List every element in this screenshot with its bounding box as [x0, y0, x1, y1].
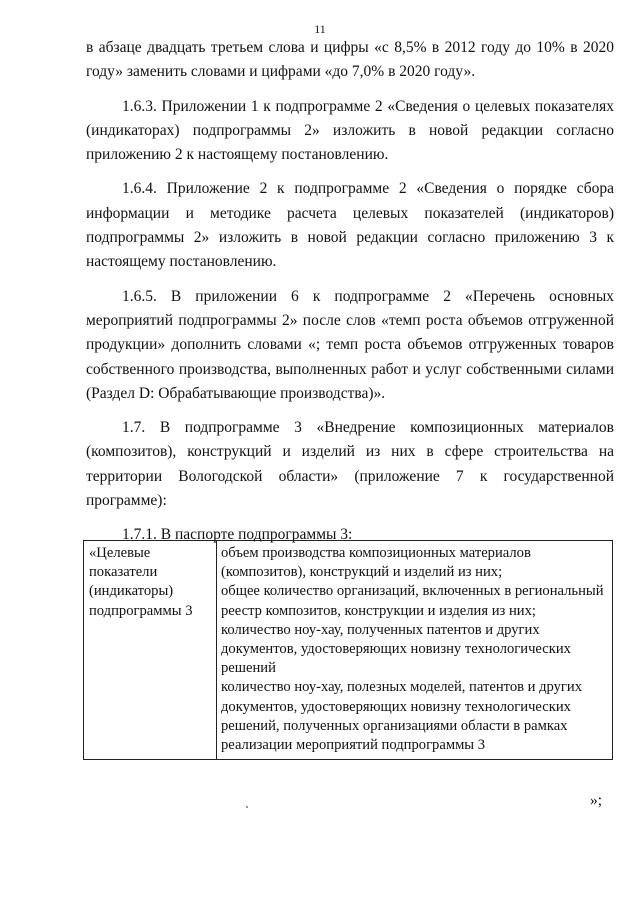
paragraph-1-6-5: 1.6.5. В приложении 6 к подпрограмме 2 «Перечень основных мероприятий подпрограммы 2» после слов «темп роста объемов отгруженной продукции» дополнить словами «; темп роста объемов отгруженных товаров собственного производства, выполненных работ и услуг собственными силами (Раздел D: Обрабатывающие производства)».: [86, 287, 614, 402]
passport-table: [83, 540, 613, 760]
table-line-3: количество ноу-хау, полученных патентов и других документов, удостоверяющих новизну технологических решений: [221, 621, 571, 677]
scan-speck: [246, 806, 248, 808]
paragraph-1: в абзаце двадцать третьем слова и цифры «с 8,5% в 2012 году до 10% в 2020 году» заменить словами и цифрами «до 7,0% в 2020 году».: [86, 39, 614, 81]
table-value-cell: [217, 541, 613, 760]
table-line-2: общее количество организаций, включенных в региональный реестр композитов, конструкции и изделия из них;: [221, 583, 604, 619]
paragraph-1-6-3: 1.6.3. Приложении 1 к подпрограмме 2 «Сведения о целевых показателях (индикаторах) подпрограммы 2» изложить в новой редакции согласно приложению 2 к настоящему постановлению.: [86, 97, 614, 164]
table-line-1: объем производства композиционных материалов (композитов), конструкций и изделий из них;: [221, 545, 531, 581]
document-body: [86, 36, 614, 548]
closing-mark: »;: [590, 792, 603, 809]
table-line-4: количество ноу-хау, полезных моделей, патентов и других документов, удостоверяющих новизну технологических решений, полученных организациями области в рамках реализации мероприятий подпрограммы 3: [221, 679, 583, 754]
table-label-cell: «Целевые показатели (индикаторы) подпрограммы 3: [84, 541, 217, 760]
page-number: 11: [314, 22, 326, 36]
paragraph-1-7: 1.7. В подпрограмме 3 «Внедрение композиционных материалов (композитов), конструкций и изделий из них в сфере строительства на территории Вологодской области» (приложение 7 к государственной программе):: [86, 419, 614, 510]
paragraph-1-6-4: 1.6.4. Приложение 2 к подпрограмме 2 «Сведения о порядке сбора информации и методике расчета целевых показателей (индикаторов) подпрограммы 2» изложить в новой редакции согласно приложению 3 к настоящему постановлению.: [86, 180, 614, 271]
table-row: [84, 541, 613, 760]
paragraph-1-7-1: 1.7.1. В паспорте подпрограммы 3:: [122, 526, 353, 544]
